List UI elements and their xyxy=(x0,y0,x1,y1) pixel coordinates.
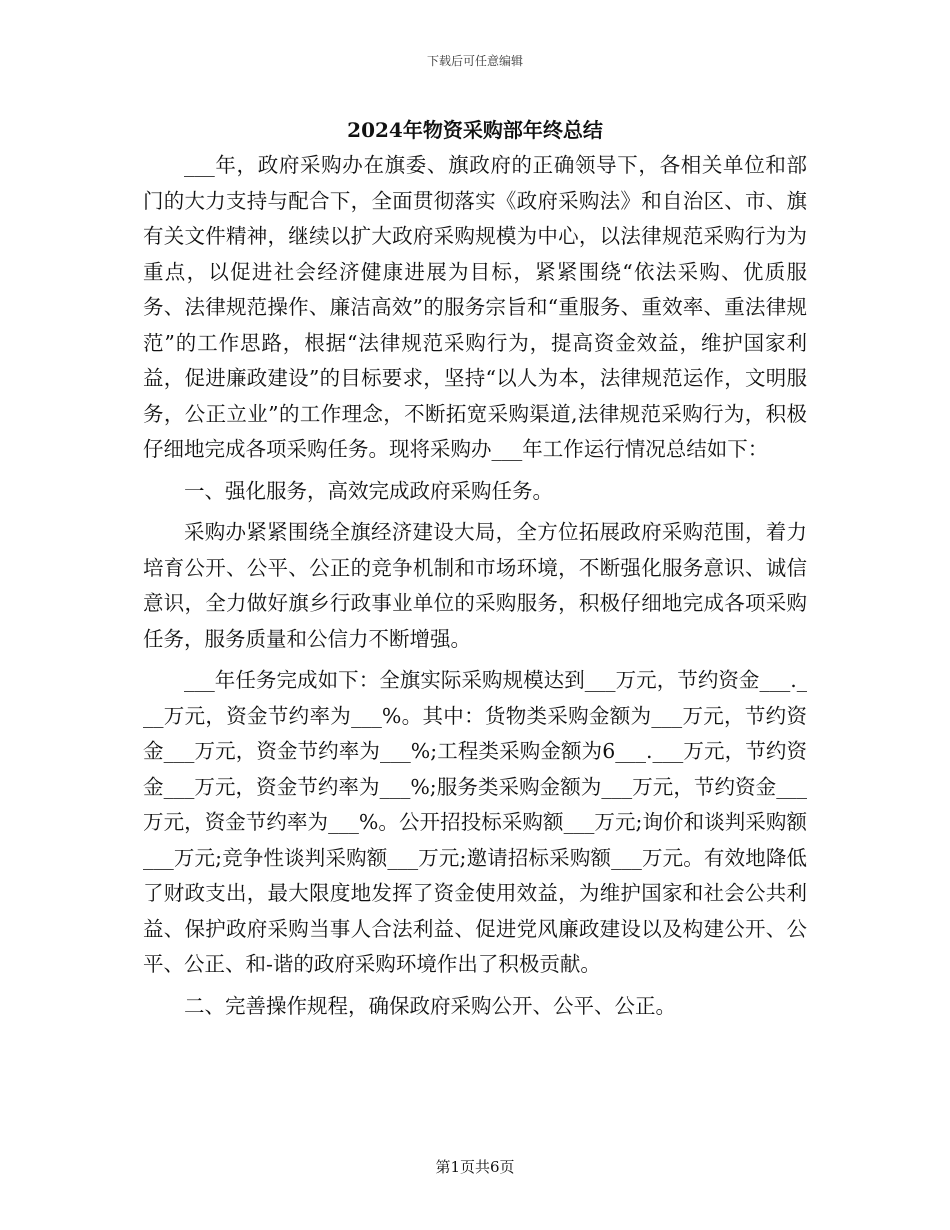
paragraph-service: 采购办紧紧围绕全旗经济建设大局，全方位拓展政府采购范围，着力培育公开、公平、公正的竞争机制和市场环境，不断强化服务意识、诚信意识，全力做好旗乡行政事业单位的采购服务，积极仔细地完成各项采购任务，服务质量和公信力不断增强。 xyxy=(143,520,807,651)
section-heading-1: 一、强化服务，高效完成政府采购任务。 xyxy=(184,478,553,503)
document-title: 2024年物资采购部年终总结 xyxy=(347,118,603,142)
paragraph-task-results: ___年任务完成如下：全旗实际采购规模达到___万元，节约资金___.___万元，资金节约率为___%。其中：货物类采购金额为___万元，节约资金___万元，资金节约率为___%;工程类采购金额为6___.___万元，节约资金___万元，资金节约率为___%;服务类采购金额为___万元，节约资金___万元，资金节约率为___%。公开招投标采购额___万元;询价和谈判采购额___万元;竞争性谈判采购额___万元;邀请招标采购额___万元。有效地降低了财政支出，最大限度地发挥了资金使用效益，为维护国家和社会公共利益、保护政府采购当事人合法利益、促进党风廉政建设以及构建公开、公平、公正、和-谐的政府采购环境作出了积极贡献。 xyxy=(143,668,807,976)
section-heading-2: 二、完善操作规程，确保政府采购公开、公平、公正。 xyxy=(184,993,676,1018)
document-body xyxy=(143,148,807,1024)
paragraph-intro: ___年，政府采购办在旗委、旗政府的正确领导下，各相关单位和部门的大力支持与配合下，全面贯彻落实《政府采购法》和自治区、市、旗有关文件精神，继续以扩大政府采购规模为中心，以法律规范采购行为为重点，以促进社会经济健康进展为目标，紧紧围绕“依法采购、优质服务、法律规范操作、廉洁高效”的服务宗旨和“重服务、重效率、重法律规范”的工作思路，根据“法律规范采购行为，提高资金效益，维护国家利益，促进廉政建设”的目标要求，坚持“以人为本，法律规范运作，文明服务，公正立业”的工作理念，不断拓宽采购渠道,法律规范采购行为，积极仔细地完成各项采购任务。现将采购办___年工作运行情况总结如下： xyxy=(143,153,807,461)
page-footer: 第1页共6页 xyxy=(435,1158,515,1176)
page-header-note: 下载后可任意编辑 xyxy=(426,54,523,68)
